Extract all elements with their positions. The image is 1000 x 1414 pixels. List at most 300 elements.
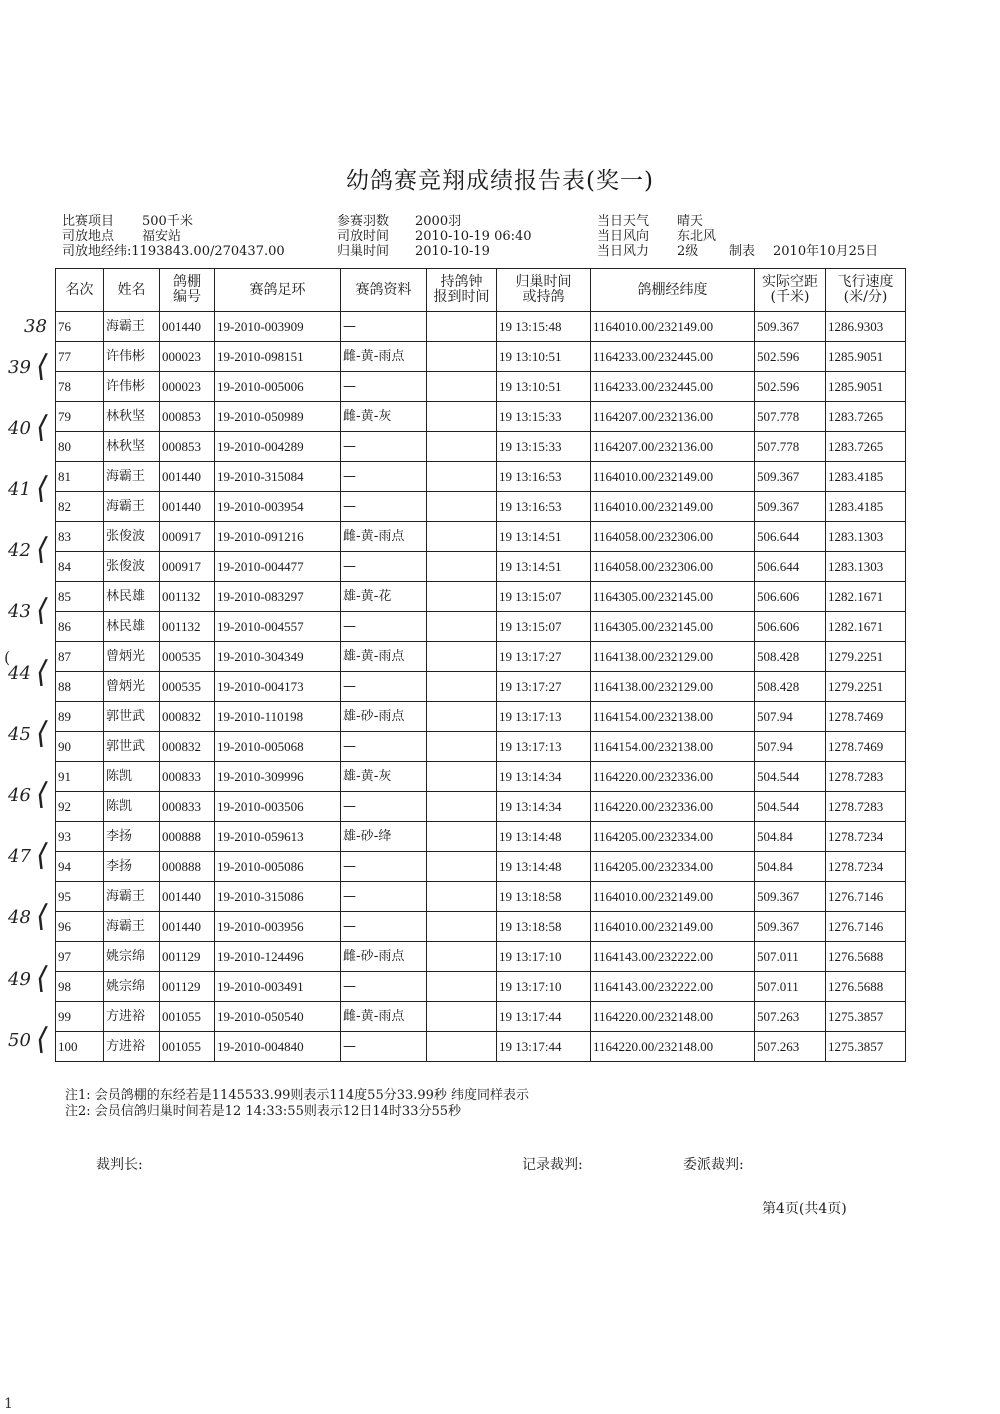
table-cell — [427, 822, 497, 852]
table-cell — [427, 702, 497, 732]
column-header — [826, 269, 906, 312]
handwritten-rank-note: 42 — [8, 540, 31, 561]
table-cell: 方进裕 — [104, 1032, 160, 1062]
table-cell: 502.596 — [755, 372, 826, 402]
table-cell — [427, 522, 497, 552]
table-cell: 19-2010-003954 — [215, 492, 341, 522]
table-cell: 陈凯 — [104, 762, 160, 792]
table-cell: 19-2010-005006 — [215, 372, 341, 402]
table-cell: 90 — [56, 732, 104, 762]
table-cell: 雌-黄-雨点 — [341, 1002, 427, 1032]
handwritten-bracket: ⟨ — [36, 593, 48, 628]
report-title: 幼鸽赛竞翔成绩报告表(奖一) — [346, 168, 654, 194]
table-cell: 雌-黄-雨点 — [341, 342, 427, 372]
table-cell: 19 13:17:27 — [497, 642, 591, 672]
table-row — [56, 462, 906, 492]
table-cell — [427, 912, 497, 942]
margin-mark: 1 — [4, 1396, 13, 1412]
table-cell: 19 13:14:51 — [497, 522, 591, 552]
table-cell — [427, 762, 497, 792]
header-value: 晴天 — [677, 214, 704, 229]
table-row — [56, 552, 906, 582]
table-cell: 001132 — [160, 582, 215, 612]
handwritten-bracket: ⟨ — [36, 532, 48, 567]
table-row — [56, 492, 906, 522]
table-cell: 李扬 — [104, 852, 160, 882]
table-cell: 雄-砂-绛 — [341, 822, 427, 852]
table-cell: 19-2010-004477 — [215, 552, 341, 582]
header-label: 当日风向 — [597, 229, 650, 244]
table-cell: 19 13:16:53 — [497, 462, 591, 492]
table-cell: 000832 — [160, 732, 215, 762]
header-item — [597, 214, 878, 229]
table-cell: 19 13:15:33 — [497, 402, 591, 432]
handwritten-rank-note: 46 — [8, 785, 31, 806]
table-cell: 000535 — [160, 642, 215, 672]
table-cell: 001440 — [160, 312, 215, 342]
note-2: 注2: 会员信鸽归巢时间若是12 14:33:55则表示12日14时33分55秒 — [65, 1104, 462, 1119]
table-cell: 19 13:17:10 — [497, 972, 591, 1002]
table-cell: 1276.5688 — [826, 942, 906, 972]
handwritten-rank-note: 50 — [8, 1030, 31, 1051]
table-body — [56, 312, 906, 1062]
table-cell: 91 — [56, 762, 104, 792]
table-cell: 1283.1303 — [826, 522, 906, 552]
column-header-text: 鸽棚 — [173, 274, 201, 290]
header-label: 司放地点 — [62, 229, 115, 244]
table-cell: 1164058.00/232306.00 — [591, 522, 755, 552]
table-cell: 506.644 — [755, 552, 826, 582]
table-row — [56, 582, 906, 612]
margin-mark: ( — [4, 648, 11, 667]
table-cell: 76 — [56, 312, 104, 342]
handwritten-bracket: ⟨ — [36, 838, 48, 873]
table-cell: 507.94 — [755, 702, 826, 732]
chief-referee-label: 裁判长: — [96, 1157, 143, 1173]
table-cell: — — [341, 492, 427, 522]
handwritten-rank-note: 49 — [8, 969, 31, 990]
handwritten-rank-note: 45 — [8, 724, 31, 745]
table-cell: 林秋坚 — [104, 402, 160, 432]
table-row — [56, 762, 906, 792]
table-cell: 雌-黄-雨点 — [341, 522, 427, 552]
table-cell: 19 13:14:48 — [497, 852, 591, 882]
table-cell: 19-2010-315086 — [215, 882, 341, 912]
table-cell: 1278.7283 — [826, 762, 906, 792]
table-cell: 1276.7146 — [826, 882, 906, 912]
table-cell: 000888 — [160, 822, 215, 852]
table-cell: 93 — [56, 822, 104, 852]
table-cell: — — [341, 672, 427, 702]
column-header-text: 鸽棚经纬度 — [637, 281, 708, 298]
table-cell: 001440 — [160, 492, 215, 522]
table-cell: 1164010.00/232149.00 — [591, 462, 755, 492]
table-cell: 19 13:17:10 — [497, 942, 591, 972]
handwritten-bracket: ⟨ — [36, 410, 48, 445]
table-row — [56, 342, 906, 372]
table-cell: 80 — [56, 432, 104, 462]
table-cell: 84 — [56, 552, 104, 582]
table-cell: 1164010.00/232149.00 — [591, 312, 755, 342]
column-header — [56, 269, 104, 312]
table-cell: 81 — [56, 462, 104, 492]
table-cell: 19-2010-050989 — [215, 402, 341, 432]
table-cell: 19 13:15:07 — [497, 582, 591, 612]
header-col-3 — [597, 214, 878, 259]
table-cell: 19-2010-315084 — [215, 462, 341, 492]
table-cell: 87 — [56, 642, 104, 672]
header-label: 当日天气 — [597, 214, 650, 229]
table-cell: 19-2010-110198 — [215, 702, 341, 732]
header-label: 参赛羽数 — [337, 214, 390, 229]
table-cell: 1164220.00/232336.00 — [591, 792, 755, 822]
table-cell: 1278.7234 — [826, 852, 906, 882]
table-cell: 1283.4185 — [826, 462, 906, 492]
header-value: 1193843.00/270437.00 — [131, 244, 285, 259]
table-cell — [427, 642, 497, 672]
table-cell: 1285.9051 — [826, 342, 906, 372]
table-cell: — — [341, 462, 427, 492]
table-cell — [427, 582, 497, 612]
table-cell: 19 13:14:34 — [497, 792, 591, 822]
table-row — [56, 1002, 906, 1032]
table-cell: — — [341, 432, 427, 462]
table-cell: 1283.4185 — [826, 492, 906, 522]
table-cell: 509.367 — [755, 492, 826, 522]
table-cell: 19 13:10:51 — [497, 342, 591, 372]
table-row — [56, 882, 906, 912]
table-cell: 1282.1671 — [826, 582, 906, 612]
table-cell: 19 13:15:33 — [497, 432, 591, 462]
table-cell: 000917 — [160, 522, 215, 552]
table-cell: 1164305.00/232145.00 — [591, 612, 755, 642]
table-cell — [427, 882, 497, 912]
table-row — [56, 822, 906, 852]
table-cell: 1275.3857 — [826, 1032, 906, 1062]
table-cell: 雌-砂-雨点 — [341, 942, 427, 972]
handwritten-rank-note: 43 — [8, 601, 31, 622]
table-cell: 1164143.00/232222.00 — [591, 942, 755, 972]
table-cell: 1164207.00/232136.00 — [591, 402, 755, 432]
table-cell: 19 13:18:58 — [497, 882, 591, 912]
table-cell: 雄-黄-雨点 — [341, 642, 427, 672]
table-cell: 507.263 — [755, 1032, 826, 1062]
header-item — [337, 229, 532, 244]
table-cell: 001440 — [160, 462, 215, 492]
table-cell: 1282.1671 — [826, 612, 906, 642]
column-header — [215, 269, 341, 312]
header-item — [597, 229, 878, 244]
table-cell: — — [341, 1032, 427, 1062]
table-cell: 19 13:10:51 — [497, 372, 591, 402]
table-cell: 曾炳光 — [104, 672, 160, 702]
table-cell: 19 13:16:53 — [497, 492, 591, 522]
table-cell: 雄-砂-雨点 — [341, 702, 427, 732]
notes — [65, 1088, 529, 1120]
table-cell: 509.367 — [755, 462, 826, 492]
column-header-text: 飞行速度 — [837, 274, 894, 290]
header-label: 归巢时间 — [337, 244, 390, 259]
header-col-2 — [337, 214, 532, 259]
table-cell: 506.644 — [755, 522, 826, 552]
table-cell: — — [341, 972, 427, 1002]
table-cell: 1164220.00/232336.00 — [591, 762, 755, 792]
table-cell: 19 13:14:51 — [497, 552, 591, 582]
column-header — [160, 269, 215, 312]
table-cell: 曾炳光 — [104, 642, 160, 672]
table-cell: 000832 — [160, 702, 215, 732]
table-cell: 19-2010-003506 — [215, 792, 341, 822]
made-label: 制表 — [729, 244, 756, 259]
column-header-text: 赛鸽足环 — [249, 281, 306, 298]
table-cell: 1278.7469 — [826, 732, 906, 762]
table-row — [56, 612, 906, 642]
table-cell: 郭世武 — [104, 732, 160, 762]
table-cell: 000853 — [160, 402, 215, 432]
table-cell: 1164205.00/232334.00 — [591, 852, 755, 882]
table-cell: 姚宗绵 — [104, 942, 160, 972]
table-cell: 509.367 — [755, 312, 826, 342]
table-cell: 海霸王 — [104, 882, 160, 912]
table-row — [56, 732, 906, 762]
table-cell: 1164154.00/232138.00 — [591, 702, 755, 732]
table-cell: 1164154.00/232138.00 — [591, 732, 755, 762]
table-cell: 海霸王 — [104, 492, 160, 522]
table-cell: 99 — [56, 1002, 104, 1032]
table-cell: 92 — [56, 792, 104, 822]
table-row — [56, 792, 906, 822]
table-cell: 100 — [56, 1032, 104, 1062]
table-cell: 1164010.00/232149.00 — [591, 492, 755, 522]
handwritten-rank-note: 48 — [8, 907, 31, 928]
recorder-referee-label: 记录裁判: — [522, 1157, 583, 1173]
header-item — [62, 229, 285, 244]
header-label: 比赛项目 — [62, 214, 115, 229]
header-item — [62, 244, 285, 259]
table-cell: 001129 — [160, 942, 215, 972]
table-row — [56, 702, 906, 732]
table-cell: 1275.3857 — [826, 1002, 906, 1032]
table-cell: 1278.7469 — [826, 702, 906, 732]
table-row — [56, 522, 906, 552]
header-value: 2级 — [677, 244, 699, 259]
table-row — [56, 912, 906, 942]
header-value: 500千米 — [142, 214, 193, 229]
table-cell — [427, 792, 497, 822]
note-1: 注1: 会员鸽棚的东经若是1145533.99则表示114度55分33.99秒 纬度同样表示 — [65, 1088, 530, 1103]
header-value: 福安站 — [142, 229, 182, 244]
table-cell — [427, 342, 497, 372]
table-cell: 000917 — [160, 552, 215, 582]
table-cell: 19 13:15:07 — [497, 612, 591, 642]
table-cell: 19-2010-004840 — [215, 1032, 341, 1062]
column-header-text: 赛鸽资料 — [355, 281, 412, 298]
table-cell: 508.428 — [755, 642, 826, 672]
table-cell: 000853 — [160, 432, 215, 462]
column-header-text: 报到时间 — [433, 289, 490, 305]
table-cell: — — [341, 792, 427, 822]
table-cell: 1164233.00/232445.00 — [591, 372, 755, 402]
table-cell: — — [341, 912, 427, 942]
table-cell: 89 — [56, 702, 104, 732]
table-cell: 000833 — [160, 762, 215, 792]
header-item — [337, 244, 532, 259]
table-cell: 001055 — [160, 1032, 215, 1062]
header-col-1 — [62, 214, 285, 259]
column-header-text: 实际空距 — [762, 274, 818, 290]
table-cell: 张俊波 — [104, 522, 160, 552]
column-header-text: 名次 — [65, 281, 94, 298]
table-cell: 19 13:14:48 — [497, 822, 591, 852]
table-cell: 1286.9303 — [826, 312, 906, 342]
header-label: 司放地经纬: — [62, 244, 132, 259]
table-cell: 19-2010-004289 — [215, 432, 341, 462]
table-cell: 001440 — [160, 912, 215, 942]
table-cell: — — [341, 882, 427, 912]
table-cell: — — [341, 732, 427, 762]
table-cell: 507.011 — [755, 942, 826, 972]
table-cell — [427, 432, 497, 462]
table-cell: 19-2010-083297 — [215, 582, 341, 612]
table-cell: 1164058.00/232306.00 — [591, 552, 755, 582]
column-header — [755, 269, 826, 312]
table-cell: 1278.7283 — [826, 792, 906, 822]
table-cell: 000023 — [160, 372, 215, 402]
column-header-text: (千米) — [770, 289, 810, 305]
table-cell: 许伟彬 — [104, 372, 160, 402]
table-cell: 19-2010-003956 — [215, 912, 341, 942]
table-cell: 19-2010-050540 — [215, 1002, 341, 1032]
table-cell: 83 — [56, 522, 104, 552]
handwritten-rank-note: 47 — [8, 846, 31, 867]
handwritten-rank-note: 39 — [8, 357, 31, 378]
table-cell: 雄-黄-灰 — [341, 762, 427, 792]
table-cell — [427, 402, 497, 432]
table-cell: 1164010.00/232149.00 — [591, 912, 755, 942]
table-cell: 郭世武 — [104, 702, 160, 732]
table-row — [56, 312, 906, 342]
column-header-text: 归巢时间 — [515, 274, 572, 290]
column-header-text: 姓名 — [117, 281, 146, 298]
table-cell: 506.606 — [755, 582, 826, 612]
table-cell: 508.428 — [755, 672, 826, 702]
table-cell: 19-2010-091216 — [215, 522, 341, 552]
handwritten-bracket: ⟨ — [36, 655, 48, 690]
table-cell: 方进裕 — [104, 1002, 160, 1032]
appointed-referee-label: 委派裁判: — [683, 1157, 744, 1173]
table-cell: 000833 — [160, 792, 215, 822]
table-cell: 1164305.00/232145.00 — [591, 582, 755, 612]
header-label: 当日风力 — [597, 244, 650, 259]
table-row — [56, 1032, 906, 1062]
table-cell: 19-2010-003909 — [215, 312, 341, 342]
header-value: 2000羽 — [415, 214, 462, 229]
table-cell: 1164010.00/232149.00 — [591, 882, 755, 912]
table-cell: 001129 — [160, 972, 215, 1002]
table-cell: 1164207.00/232136.00 — [591, 432, 755, 462]
handwritten-bracket: ⟨ — [36, 349, 48, 384]
table-cell: 1283.7265 — [826, 432, 906, 462]
table-cell: 1278.7234 — [826, 822, 906, 852]
table-cell: 19 13:17:13 — [497, 732, 591, 762]
table-cell: 19 13:17:13 — [497, 702, 591, 732]
table-cell — [427, 1002, 497, 1032]
table-row — [56, 402, 906, 432]
handwritten-bracket: ⟨ — [36, 899, 48, 934]
table-cell: 1276.7146 — [826, 912, 906, 942]
table-cell: 88 — [56, 672, 104, 702]
table-cell: — — [341, 312, 427, 342]
table-cell: 504.544 — [755, 792, 826, 822]
table-cell: 1279.2251 — [826, 642, 906, 672]
table-cell: 19-2010-124496 — [215, 942, 341, 972]
table-cell: 19-2010-304349 — [215, 642, 341, 672]
table-cell: 1279.2251 — [826, 672, 906, 702]
header-row — [56, 269, 906, 312]
table-cell: 000535 — [160, 672, 215, 702]
table-row — [56, 642, 906, 672]
header-item — [62, 214, 285, 229]
table-cell: 1164233.00/232445.00 — [591, 342, 755, 372]
table-cell — [427, 492, 497, 522]
column-header-text: 持鸽钟 — [440, 274, 483, 290]
table-cell: 19 13:17:44 — [497, 1032, 591, 1062]
table-cell: 504.544 — [755, 762, 826, 792]
table-cell: 96 — [56, 912, 104, 942]
table-cell: 000023 — [160, 342, 215, 372]
table-cell — [427, 612, 497, 642]
header-value: 2010-10-19 — [415, 244, 490, 259]
header-value: 东北风 — [677, 229, 717, 244]
table-cell: 林民雄 — [104, 612, 160, 642]
table-cell: 海霸王 — [104, 912, 160, 942]
table-cell: 许伟彬 — [104, 342, 160, 372]
table-cell: 海霸王 — [104, 312, 160, 342]
header-value: 2010-10-19 06:40 — [415, 229, 532, 244]
column-header — [591, 269, 755, 312]
table-cell: 雌-黄-灰 — [341, 402, 427, 432]
column-header — [427, 269, 497, 312]
column-header — [497, 269, 591, 312]
column-header-text: 或持鸽 — [522, 289, 565, 305]
table-cell — [427, 972, 497, 1002]
handwritten-bracket: ⟨ — [36, 716, 48, 751]
table-cell: 86 — [56, 612, 104, 642]
column-header — [104, 269, 160, 312]
header-item — [337, 214, 532, 229]
table-row — [56, 942, 906, 972]
table-cell: 1283.7265 — [826, 402, 906, 432]
table-cell: 19 13:15:48 — [497, 312, 591, 342]
table-row — [56, 672, 906, 702]
table-cell — [427, 372, 497, 402]
table-cell: 19-2010-309996 — [215, 762, 341, 792]
table-cell — [427, 552, 497, 582]
table-cell: 19 13:18:58 — [497, 912, 591, 942]
column-header — [341, 269, 427, 312]
table-cell: 1164138.00/232129.00 — [591, 672, 755, 702]
table-cell — [427, 852, 497, 882]
table-cell — [427, 312, 497, 342]
handwritten-bracket: ⟨ — [36, 961, 48, 996]
table-cell: 507.263 — [755, 1002, 826, 1032]
table-cell: 19-2010-059613 — [215, 822, 341, 852]
table-cell: — — [341, 552, 427, 582]
table-cell: 001132 — [160, 612, 215, 642]
table-cell: — — [341, 852, 427, 882]
table-cell: 507.778 — [755, 432, 826, 462]
table-cell: 1164143.00/232222.00 — [591, 972, 755, 1002]
